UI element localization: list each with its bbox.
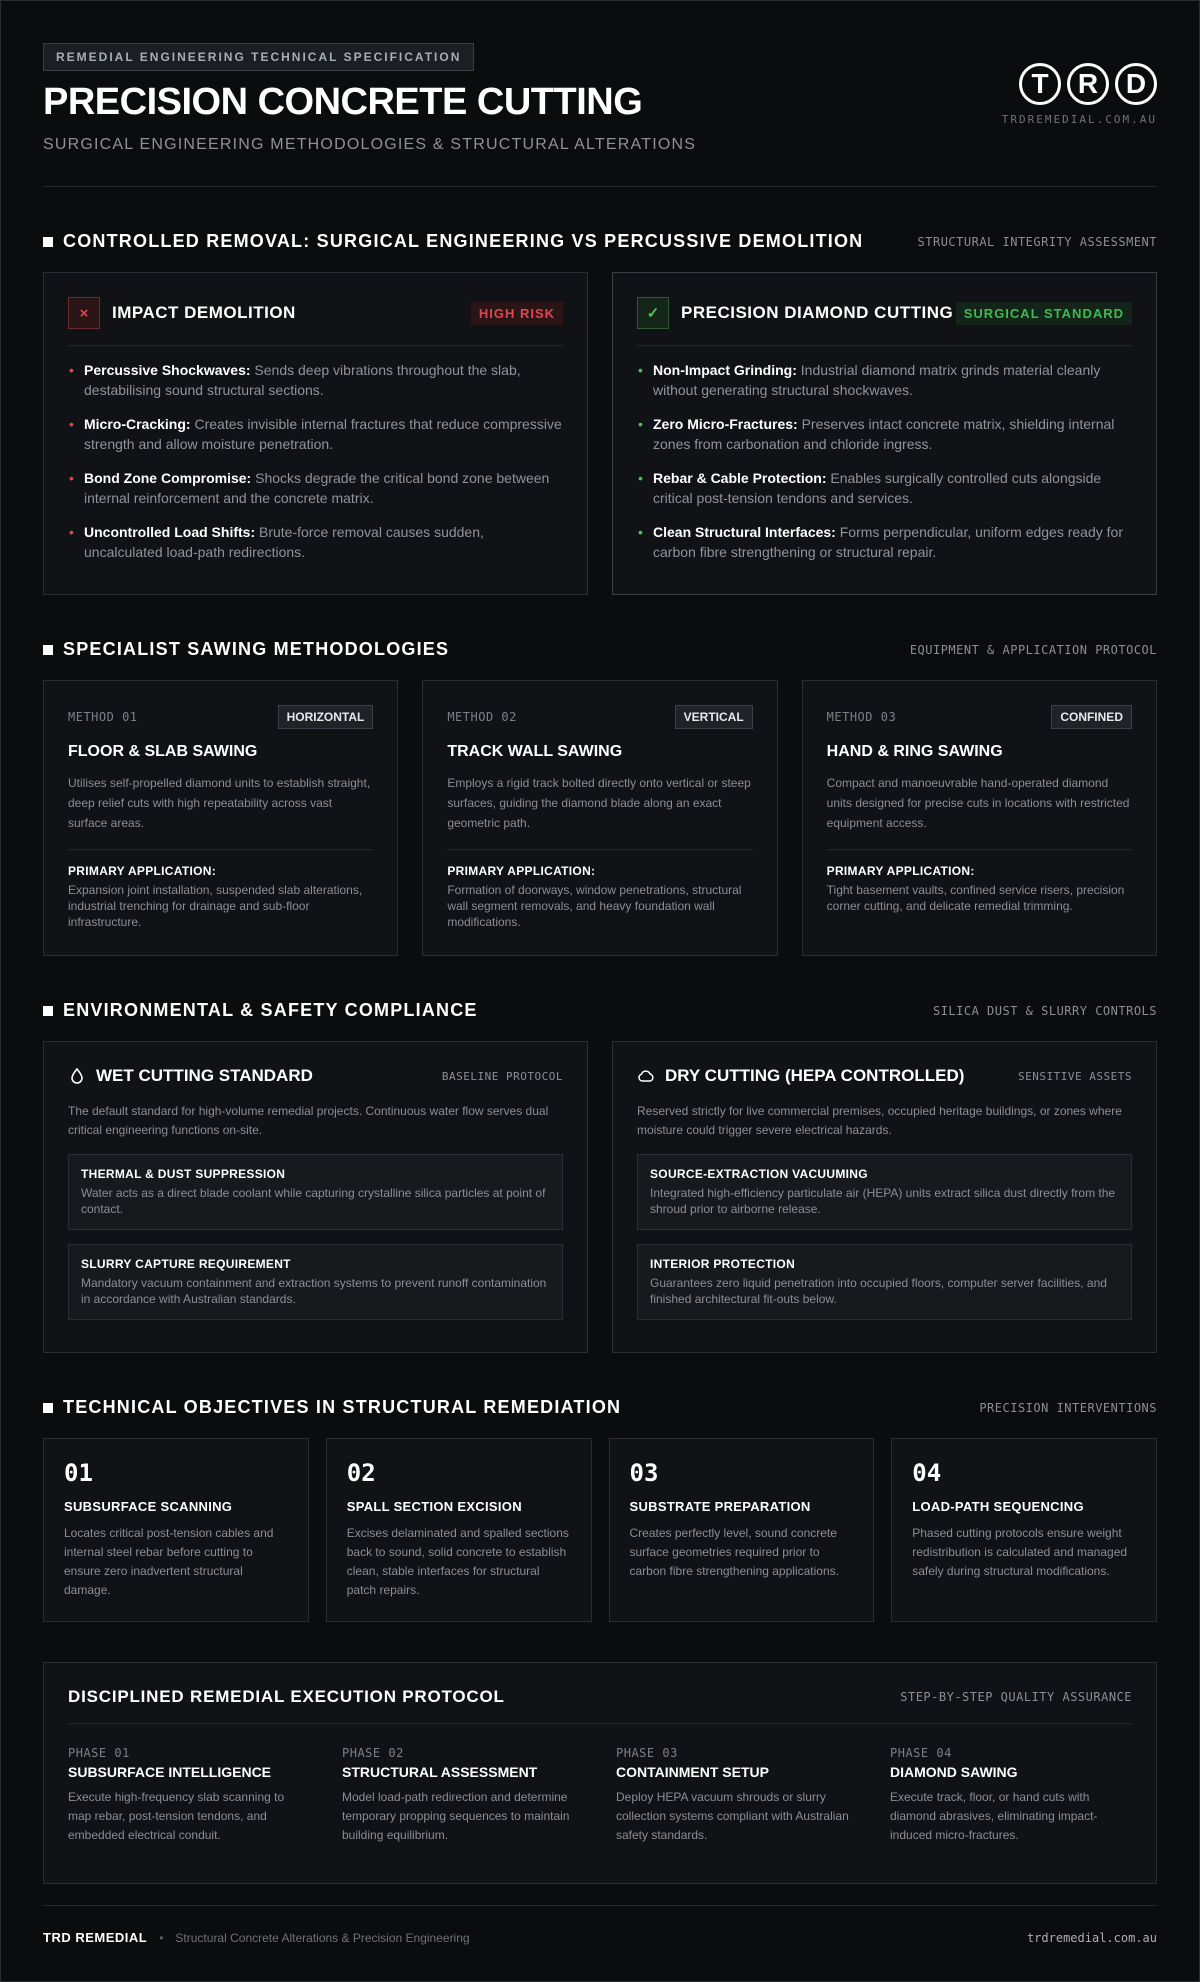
logo-letter: T	[1019, 63, 1061, 105]
method-number: METHOD 02	[447, 710, 517, 724]
method-number: METHOD 03	[826, 710, 897, 724]
high-risk-badge: HIGH RISK	[471, 302, 563, 325]
impact-demolition-card	[43, 272, 588, 595]
environment-grid	[43, 1041, 1157, 1353]
card-tag: BASELINE PROTOCOL	[441, 1069, 563, 1083]
environment-tag: SILICA DUST & SLURRY CONTROLS	[932, 1003, 1157, 1018]
card-title: DRY CUTTING (HEPA CONTROLLED)	[665, 1066, 965, 1085]
eyebrow-label: REMEDIAL ENGINEERING TECHNICAL SPECIFICATION	[43, 43, 474, 71]
phase-list	[68, 1746, 1132, 1845]
logo-url[interactable]: TRDREMEDIAL.COM.AU	[1001, 113, 1157, 126]
card-tag: SENSITIVE ASSETS	[1018, 1069, 1132, 1083]
objective-description: Excises delaminated and spalled sections back to sound, solid concrete to establish clean, stable interfaces for structural patch repairs.	[346, 1526, 569, 1597]
methods-tag: EQUIPMENT & APPLICATION PROTOCOL	[909, 642, 1157, 657]
application-text: Tight basement vaults, confined service risers, precision corner cutting, and delicate remedial trimming.	[826, 883, 1125, 913]
item-text: Creates invisible internal fractures that reduce compressive strength and allow moisture penetration.	[84, 416, 562, 452]
method-description: Employs a rigid track bolted directly onto vertical or steep surfaces, guiding the diamond blade along an exact geometric path.	[447, 773, 752, 850]
method-title: HAND & RING SAWING	[826, 743, 1003, 760]
method-card-track-wall	[422, 680, 777, 956]
footer-description: Structural Concrete Alterations & Precision Engineering	[175, 1930, 470, 1945]
objective-card	[609, 1438, 875, 1622]
phase-number: PHASE 03	[616, 1746, 678, 1760]
footer-brand: TRD REMEDIAL	[43, 1930, 148, 1945]
method-top	[827, 705, 1132, 729]
method-number: METHOD 01	[68, 710, 138, 724]
surgical-standard-badge: SURGICAL STANDARD	[956, 302, 1132, 325]
bullet-dot-icon: •	[69, 416, 74, 432]
item-text: Enables surgically controlled cuts alongside critical post-tension tendons and services.	[653, 470, 1102, 506]
methods-section-header	[43, 639, 1157, 660]
info-box-text: Water acts as a direct blade coolant while capturing crystalline silica particles at point of contact.	[81, 1186, 546, 1216]
list-item	[637, 522, 1132, 562]
info-box-title: SOURCE-EXTRACTION VACUUMING	[650, 1167, 868, 1181]
objective-card	[891, 1438, 1157, 1622]
bullet-dot-icon: •	[69, 524, 74, 540]
cloud-icon	[637, 1067, 655, 1085]
section-title	[43, 231, 863, 252]
item-text: Forms perpendicular, uniform edges ready for carbon fibre strengthening or structural repair.	[653, 524, 1123, 560]
objective-description: Phased cutting protocols ensure weight redistribution is calculated and managed safely during structural modifications.	[912, 1526, 1128, 1578]
phase-title: CONTAINMENT SETUP	[616, 1764, 769, 1780]
item-text: Industrial diamond matrix grinds material cleanly without generating structural shockwaves.	[653, 362, 1101, 398]
phase-description: Execute track, floor, or hand cuts with diamond abrasives, eliminating impact-induced micro-fractures.	[890, 1790, 1098, 1842]
objectives-title: TECHNICAL OBJECTIVES IN STRUCTURAL REMEDIATION	[63, 1397, 622, 1417]
execution-protocol-panel	[43, 1662, 1157, 1884]
methods-title: SPECIALIST SAWING METHODOLOGIES	[63, 639, 450, 659]
objective-description: Creates perfectly level, sound concrete surface geometries required prior to carbon fibre strengthening applications.	[629, 1526, 839, 1578]
method-description: Compact and manoeuvrable hand-operated diamond units designed for precise cuts in locations with restricted equipment access.	[827, 773, 1132, 850]
item-label: Rebar & Cable Protection:	[653, 470, 827, 486]
phase-item	[616, 1746, 858, 1845]
footer-separator: •	[159, 1930, 164, 1945]
header	[43, 1, 1157, 187]
environment-section-header	[43, 1000, 1157, 1021]
method-description: Utilises self-propelled diamond units to establish straight, deep relief cuts with high repeatability across vast surface areas.	[68, 773, 373, 850]
objective-title: SPALL SECTION EXCISION	[346, 1499, 522, 1514]
objectives-grid	[43, 1438, 1157, 1622]
dry-cutting-card	[612, 1041, 1157, 1353]
phase-number: PHASE 01	[68, 1746, 130, 1760]
info-box-title: THERMAL & DUST SUPPRESSION	[81, 1167, 286, 1181]
card-description: Reserved strictly for live commercial premises, occupied heritage buildings, or zones where moisture could trigger severe electrical hazards.	[637, 1104, 1122, 1137]
square-bullet-icon	[43, 1006, 53, 1016]
card-description: The default standard for high-volume remedial projects. Continuous water flow serves dual critical engineering functions on-site.	[68, 1104, 549, 1137]
info-box	[637, 1244, 1132, 1320]
list-item	[68, 414, 563, 454]
wet-cutting-card	[43, 1041, 588, 1353]
footer	[43, 1905, 1157, 1945]
protocol-tag: STEP-BY-STEP QUALITY ASSURANCE	[900, 1690, 1132, 1704]
item-label: Bond Zone Compromise:	[84, 470, 252, 486]
info-box	[637, 1154, 1132, 1230]
objective-title: SUBSTRATE PREPARATION	[629, 1499, 811, 1514]
item-label: Uncontrolled Load Shifts:	[84, 524, 256, 540]
footer-left	[43, 1930, 470, 1945]
page-subtitle: SURGICAL ENGINEERING METHODOLOGIES & STRUCTURAL ALTERATIONS	[43, 136, 697, 153]
list-item	[68, 468, 563, 508]
phase-title: STRUCTURAL ASSESSMENT	[342, 1764, 538, 1780]
application-heading: PRIMARY APPLICATION:	[68, 864, 217, 878]
check-icon: ✓	[637, 297, 669, 329]
objectives-tag: PRECISION INTERVENTIONS	[979, 1400, 1157, 1415]
phase-title: SUBSURFACE INTELLIGENCE	[68, 1764, 272, 1780]
objective-number: 03	[629, 1459, 659, 1487]
method-tag: HORIZONTAL	[278, 705, 374, 729]
application-heading: PRIMARY APPLICATION:	[826, 864, 975, 878]
objectives-section-header	[43, 1397, 1157, 1418]
objective-title: LOAD-PATH SEQUENCING	[912, 1499, 1084, 1514]
card-title: IMPACT DEMOLITION	[112, 303, 296, 322]
comparison-title: CONTROLLED REMOVAL: SURGICAL ENGINEERING VS PERCUSSIVE DEMOLITION	[63, 231, 864, 251]
card-title: PRECISION DIAMOND CUTTING	[681, 303, 954, 322]
environment-title: ENVIRONMENTAL & SAFETY COMPLIANCE	[63, 1000, 478, 1020]
item-text: Brute-force removal causes sudden, uncalculated load-path redirections.	[84, 524, 484, 560]
objective-number: 02	[346, 1459, 376, 1487]
list-item	[68, 522, 563, 562]
application-text: Expansion joint installation, suspended slab alterations, industrial trenching for drainage and sub-floor infrastructure.	[68, 883, 363, 929]
card-header	[68, 297, 563, 346]
bullet-dot-icon: •	[638, 362, 643, 378]
info-box	[68, 1154, 563, 1230]
square-bullet-icon	[43, 645, 53, 655]
item-label: Clean Structural Interfaces:	[653, 524, 836, 540]
info-box-text: Integrated high-efficiency particulate air (HEPA) units extract silica dust directly from the shroud prior to airborne release.	[650, 1186, 1116, 1216]
method-card-floor-slab	[43, 680, 398, 956]
square-bullet-icon	[43, 1403, 53, 1413]
bullet-dot-icon: •	[69, 470, 74, 486]
item-label: Micro-Cracking:	[84, 416, 191, 432]
info-box-title: SLURRY CAPTURE REQUIREMENT	[81, 1257, 291, 1271]
logo-mark	[1002, 63, 1157, 105]
methods-grid	[43, 680, 1157, 956]
method-title: FLOOR & SLAB SAWING	[68, 743, 258, 760]
logo-letter: D	[1115, 63, 1157, 105]
section-title	[43, 1000, 478, 1021]
bullet-dot-icon: •	[69, 362, 74, 378]
phase-item	[342, 1746, 584, 1845]
risk-list	[68, 360, 563, 562]
phase-description: Model load-path redirection and determine temporary propping sequences to maintain building equilibrium.	[342, 1790, 570, 1842]
objective-card	[326, 1438, 592, 1622]
list-item	[637, 468, 1132, 508]
objective-description: Locates critical post-tension cables and internal steel rebar before cutting to ensure zero inadvertent structural damage.	[64, 1526, 274, 1597]
objective-card	[43, 1438, 309, 1622]
phase-item	[890, 1746, 1132, 1845]
protocol-header	[68, 1687, 1132, 1724]
page-title: PRECISION CONCRETE CUTTING	[43, 81, 643, 123]
method-top	[447, 705, 752, 729]
square-bullet-icon	[43, 237, 53, 247]
list-item	[68, 360, 563, 400]
cross-icon: ×	[68, 297, 100, 329]
section-title	[43, 639, 449, 660]
method-title: TRACK WALL SAWING	[447, 743, 623, 760]
bullet-dot-icon: •	[638, 416, 643, 432]
application-text: Formation of doorways, window penetrations, structural wall segment removals, and heavy foundation wall modifications.	[447, 883, 742, 929]
protocol-title: DISCIPLINED REMEDIAL EXECUTION PROTOCOL	[68, 1687, 505, 1706]
comparison-grid	[43, 272, 1157, 595]
info-box-text: Mandatory vacuum containment and extraction systems to prevent runoff contamination in accordance with Australian standards.	[81, 1276, 547, 1306]
method-tag: CONFINED	[1051, 705, 1132, 729]
logo[interactable]	[1002, 63, 1157, 126]
precision-cutting-card	[612, 272, 1157, 595]
item-text: Sends deep vibrations throughout the slab, destabilising sound structural sections.	[84, 362, 521, 398]
item-label: Percussive Shockwaves:	[84, 362, 251, 378]
card-header	[68, 1066, 563, 1086]
application-heading: PRIMARY APPLICATION:	[447, 864, 596, 878]
phase-number: PHASE 04	[890, 1746, 952, 1760]
phase-description: Execute high-frequency slab scanning to map rebar, post-tension tendons, and embedded electrical conduit.	[68, 1790, 285, 1842]
bullet-dot-icon: •	[638, 470, 643, 486]
phase-number: PHASE 02	[342, 1746, 404, 1760]
objective-number: 01	[64, 1459, 93, 1487]
objective-title: SUBSURFACE SCANNING	[64, 1499, 233, 1514]
benefit-list	[637, 360, 1132, 562]
method-top	[68, 705, 373, 729]
item-label: Non-Impact Grinding:	[653, 362, 797, 378]
info-box-title: INTERIOR PROTECTION	[650, 1257, 796, 1271]
card-header	[637, 297, 1132, 346]
section-title	[43, 1397, 621, 1418]
list-item	[637, 360, 1132, 400]
water-drop-icon	[68, 1067, 86, 1085]
item-label: Zero Micro-Fractures:	[653, 416, 798, 432]
list-item	[637, 414, 1132, 454]
card-header	[637, 1066, 1132, 1086]
card-title: WET CUTTING STANDARD	[96, 1066, 313, 1085]
phase-title: DIAMOND SAWING	[890, 1764, 1018, 1780]
method-tag: VERTICAL	[675, 705, 753, 729]
info-box	[68, 1244, 563, 1320]
comparison-tag: STRUCTURAL INTEGRITY ASSESSMENT	[917, 234, 1157, 249]
phase-item	[68, 1746, 310, 1845]
footer-url-link[interactable]: trdremedial.com.au	[1026, 1930, 1157, 1945]
method-card-hand-ring	[802, 680, 1157, 956]
logo-letter: R	[1067, 63, 1109, 105]
bullet-dot-icon: •	[638, 524, 643, 540]
comparison-section-header	[43, 231, 1157, 252]
item-text: Shocks degrade the critical bond zone between internal reinforcement and the concrete matrix.	[84, 470, 550, 506]
objective-number: 04	[912, 1459, 942, 1487]
info-box-text: Guarantees zero liquid penetration into occupied floors, computer server facilities, and finished architectural fit-outs below.	[650, 1276, 1107, 1306]
item-text: Preserves intact concrete matrix, shielding internal zones from carbonation and chloride ingress.	[653, 416, 1115, 452]
phase-description: Deploy HEPA vacuum shrouds or slurry collection systems compliant with Australian safety standards.	[616, 1790, 849, 1842]
